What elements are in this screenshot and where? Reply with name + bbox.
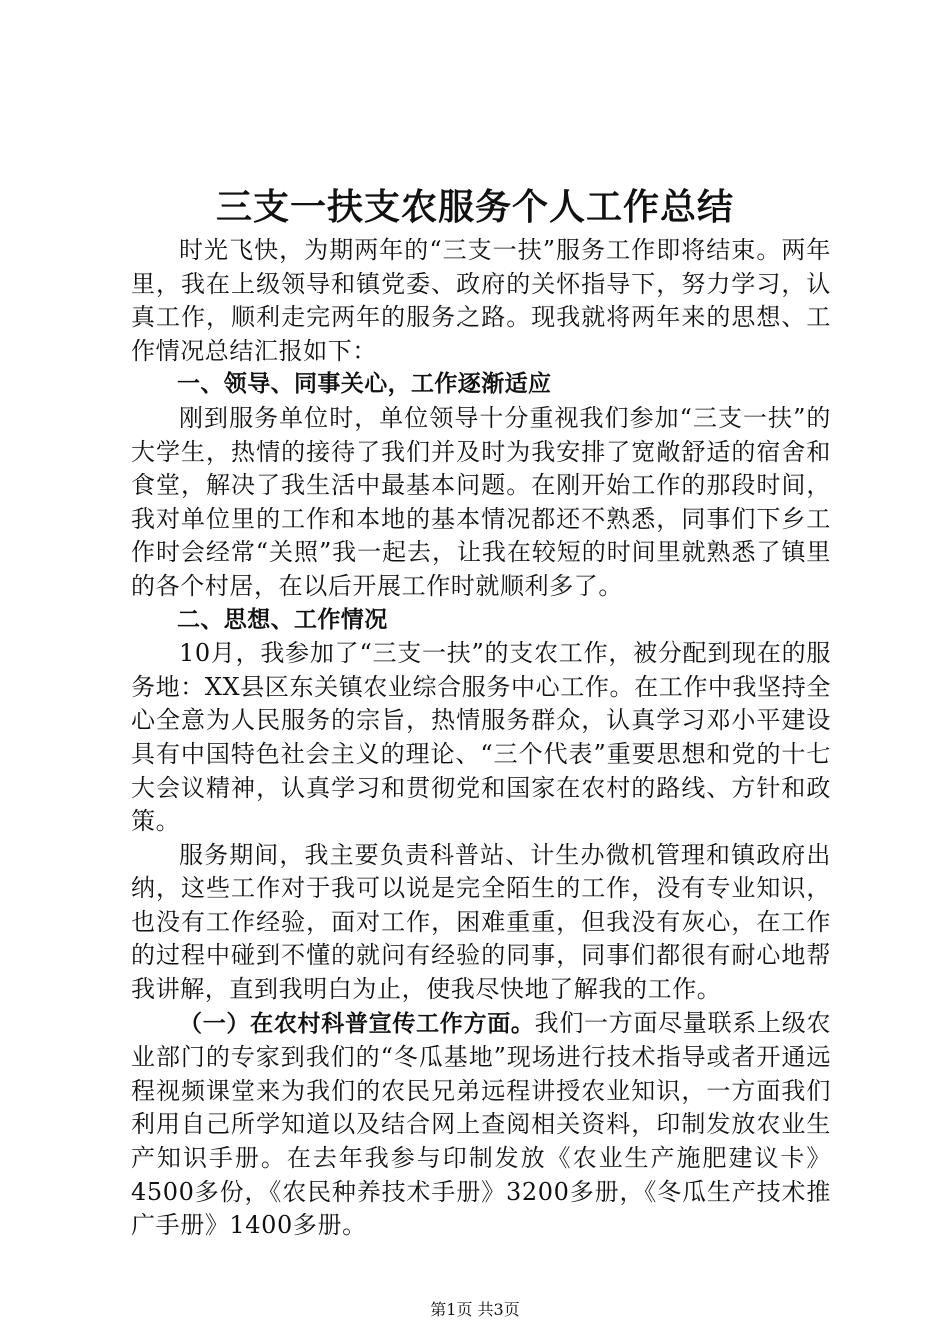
section-heading-2: 二、思想、工作情况 (177, 606, 388, 633)
section-1-paragraph: 刚到服务单位时，单位领导十分重视我们参加“三支一扶”的大学生，热情的接待了我们并及时为我安排了宽敞舒适的宿舍和食堂，解决了我生活中最基本问题。在刚开始工作的那段时间，我对单位里的工作和本地的基本情况都还不熟悉，同事们下乡工作时会经常“关照”我一起去，让我在较短的时间里就熟悉了镇里的各个村居，在以后开展工作时就顺利多了。 (131, 403, 831, 600)
page-footer: 第1页 共3页 (430, 1300, 520, 1319)
section-heading-1: 一、领导、同事关心，工作逐渐适应 (177, 371, 552, 398)
intro-paragraph: 时光飞快，为期两年的“三支一扶”服务工作即将结束。两年里，我在上级领导和镇党委、政府的关怀指导下，努力学习，认真工作，顺利走完两年的服务之路。现我就将两年来的思想、工作情况总结汇报如下： (131, 236, 831, 365)
section-2-paragraph-2: 服务期间，我主要负责科普站、计生办微机管理和镇政府出纳，这些工作对于我可以说是完全陌生的工作，没有专业知识，也没有工作经验，面对工作，困难重重，但我没有灰心，在工作的过程中碰到不懂的就问有经验的同事，同事们都很有耐心地帮我讲解，直到我明白为止，使我尽快地了解我的工作。 (131, 840, 831, 1004)
subsection-1-paragraph (131, 1007, 831, 1243)
document-title: 三支一扶支农服务个人工作总结 (215, 186, 734, 228)
document-body (131, 234, 831, 1243)
subsection-1-text: 我们一方面尽量联系上级农业部门的专家到我们的“冬瓜基地”现场进行技术指导或者开通远程视频课堂来为我们的农民兄弟远程讲授农业知识，一方面我们利用自己所学知道以及结合网上查阅相关资料，印制发放农业生产知识手册。在去年我参与印制发放《农业生产施肥建议卡》4500多份，《农民种养技术手册》3200多册，《冬瓜生产技术推广手册》1400多册。 (131, 1008, 832, 1240)
section-2-paragraph-1: 10月，我参加了“三支一扶”的支农工作，被分配到现在的服务地：XX县区东关镇农业综合服务中心工作。在工作中我坚持全心全意为人民服务的宗旨，热情服务群众，认真学习邓小平建设具有中国特色社会主义的理论、“三个代表”重要思想和党的十七大会议精神，认真学习和贯彻党和国家在农村的路线、方针和政策。 (131, 639, 831, 836)
subsection-1-heading: （一）在农村科普宣传工作方面。 (179, 1010, 535, 1037)
